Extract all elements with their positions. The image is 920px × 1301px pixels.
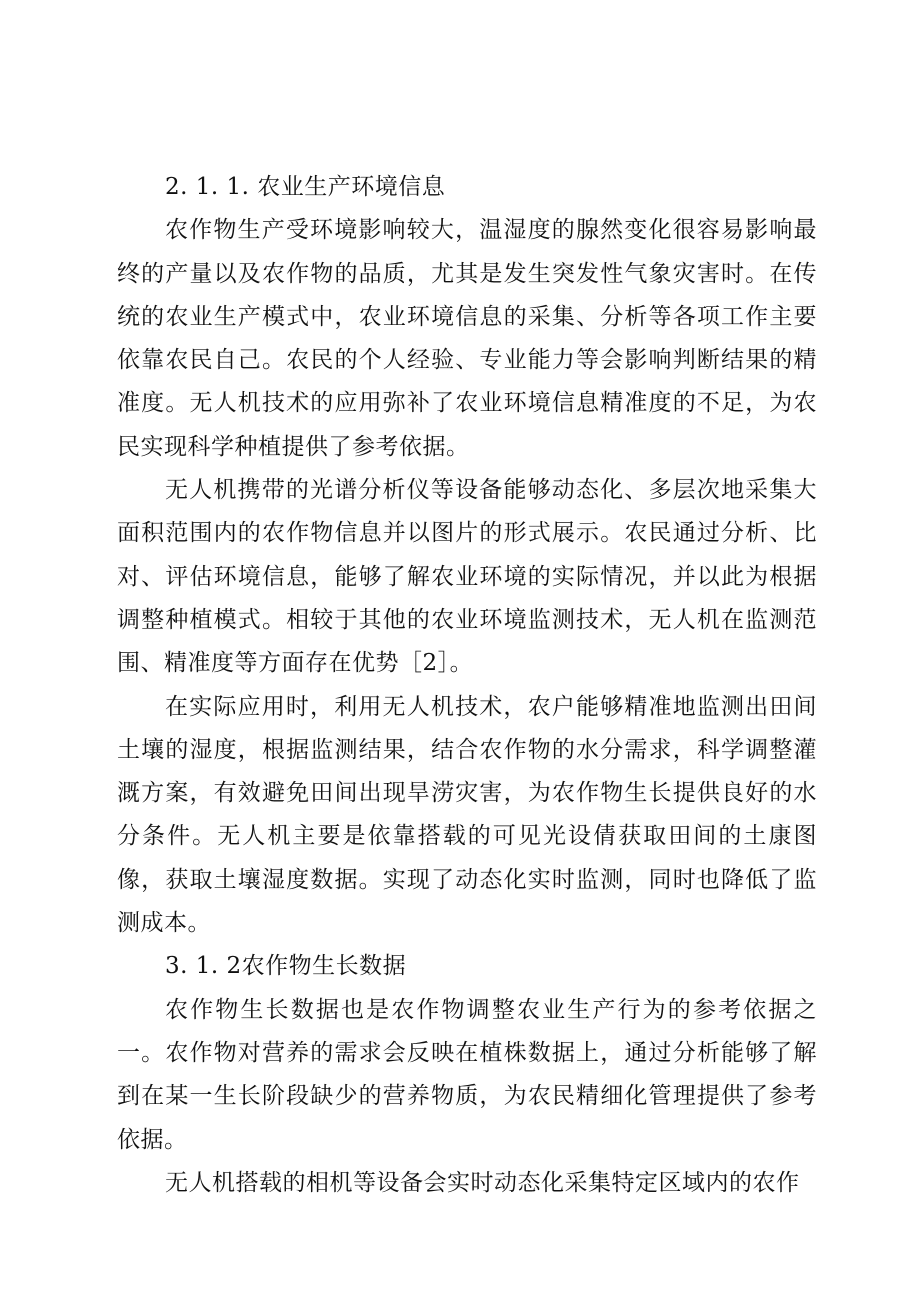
section-heading-growth-data: 3. 1. 2农作物生长数据 [165,953,407,980]
section-heading-environment-info: 2. 1. 1. 农业生产环境信息 [165,174,446,200]
paragraph-spectral-analysis: 无人机携带的光谱分析仪等设备能够动态化、多层次地采集大面积范围内的农作物信息并以图片的形式展示。农民通过分析、比对、评估环境信息，能够了解农业环境的实际情况，并以此为根据调整种植模式。相较于其他的农业环境监测技术，无人机在监测范围、精准度等方面存在优势［2］。 [117,477,817,677]
document-body [117,166,817,1205]
paragraph-camera-collection: 无人机搭载的相机等设备会实时动态化采集特定区域内的农作 [165,1169,800,1196]
paragraph-growth-data: 农作物生长数据也是农作物调整农业生产行为的参考依据之一。农作物对营养的需求会反映在植株数据上，通过分析能够了解到在某一生长阶段缺少的营养物质，为农民精细化管理提供了参考依据。 [117,996,817,1153]
paragraph-soil-moisture: 在实际应用时，利用无人机技术，农户能够精准地监测出田间土壤的湿度，根据监测结果，结合农作物的水分需求，科学调整灌溉方案，有效避免田间出现旱涝灾害，为农作物生长提供良好的水分条件。无人机主要是依靠搭载的可见光设倩获取田间的土康图像，获取土壤湿度数据。实现了动态化实时监测，同时也降低了监测成本。 [117,693,817,937]
paragraph-environment-impact: 农作物生产受环境影响较大，温湿度的腺然变化很容易影响最终的产量以及农作物的品质，尤其是发生突发性气象灾害时。在传统的农业生产模式中，农业环境信息的采集、分析等各项工作主要依靠农民自己。农民的个人经验、专业能力等会影响判断结果的精准度。无人机技术的应用弥补了农业环境信息精准度的不足，为农民实现科学种植提供了参考依据。 [117,217,817,460]
